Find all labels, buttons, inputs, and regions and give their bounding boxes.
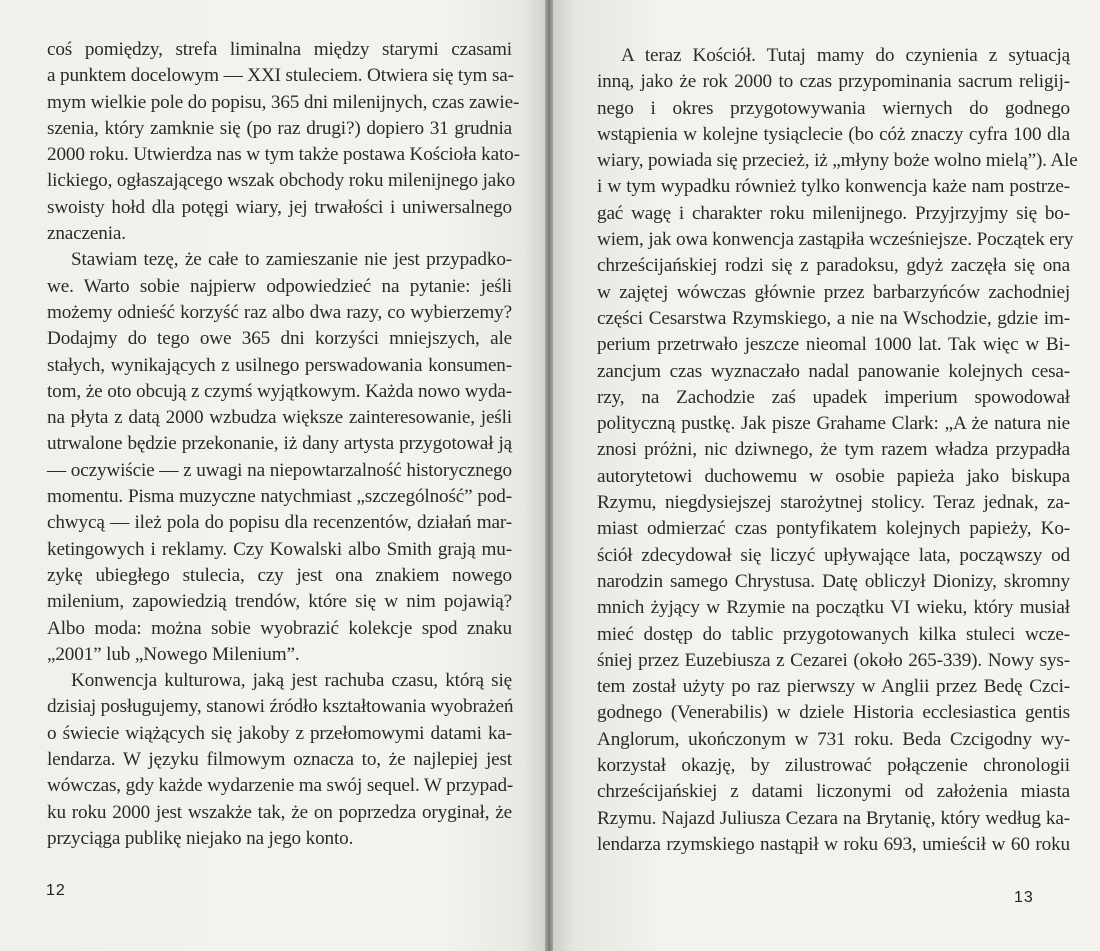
text-line: A teraz Kościół. Tutaj mamy do czynienia z sytuacją (621, 45, 1070, 66)
text-line: mym wielkie pole do popisu, 365 dni milenijnych, czas zawie- (47, 91, 520, 113)
text-line: wiary, powiada się przecież, iż „młyny boże wolno mielą”). Ale (597, 150, 1078, 172)
text-line: Rzymu. Najazd Juliusza Cezara na Brytanię, który według ka- (597, 807, 1070, 829)
text-line: części Cesarstwa Rzymskiego, a nie na Wschodzie, gdzie im- (597, 307, 1070, 329)
text-line: na płyta z datą 2000 wzbudza większe zainteresowanie, jeśli (47, 407, 512, 429)
text-line: miast odmierzać czas pontyfikatem kolejnych papieży, Ko- (597, 518, 1070, 540)
text-line: chrześcijańskiej z datami liczonymi od założenia miasta (597, 781, 1070, 803)
text-line: korzystał okazję, by zilustrować połączenie chronologii (597, 755, 1070, 777)
book-gutter (545, 0, 553, 951)
text-line: Stawiam tezę, że całe to zamieszanie nie jest przypadko- (71, 249, 512, 271)
text-line: polityczną pustkę. Jak pisze Grahame Clark: „A że natura nie (597, 413, 1070, 435)
text-line: lickiego, ogłaszającego wszak obchody roku milenijnego jako (47, 170, 516, 192)
text-line: wstąpienia w kolejne tysiąclecie (bo cóż znaczy cyfra 100 dla (597, 123, 1070, 145)
text-line: lendarza. W języku filmowym oznacza to, że najlepiej jest (47, 749, 512, 771)
text-line: we. Warto sobie najpierw odpowiedzieć na pytanie: jeśli (47, 275, 512, 297)
text-line: narodzin samego Chrystusa. Datę obliczył Dionizy, skromny (597, 570, 1070, 592)
text-line: wówczas, gdy każde wydarzenie ma swój sequel. W przypad- (47, 775, 514, 797)
text-line: milenium, zapowiedzią trendów, które się w nim pojawią? (47, 591, 512, 613)
text-line: o świecie wiążących się jakoby z przełomowymi datami ka- (47, 722, 512, 744)
page-number: 12 (46, 882, 66, 899)
left-page (0, 0, 545, 951)
right-page (553, 0, 1100, 951)
text-line: zykę ubiegłego stulecia, czy jest ona znakiem nowego (47, 564, 512, 586)
text-line: inną, jako że rok 2000 to czas przypominania sacrum religij- (597, 71, 1070, 93)
text-line: momentu. Pisma muzyczne natychmiast „szczególność” pod- (47, 486, 512, 508)
text-line: — oczywiście — z uwagi na niepowtarzalność historycznego (47, 459, 512, 481)
page-number: 13 (1014, 889, 1034, 906)
text-line: możemy odnieść korzyść raz albo dwa razy, co wybierzemy? (47, 301, 512, 323)
text-line: tom, że oto obcują z czymś wyjątkowym. Każda nowo wyda- (47, 380, 512, 402)
text-line: ściół zdecydował się liczyć upływające lata, począwszy od (597, 544, 1070, 566)
text-line: chrześcijańskiej rodzi się z paradoksu, gdyż zaczęła się ona (597, 255, 1070, 277)
text-line: ku roku 2000 jest wszakże tak, że on poprzedza oryginał, że (47, 801, 512, 823)
right-page-text (597, 43, 1078, 858)
left-page-text (47, 37, 520, 852)
text-line: lendarza rzymskiego nastąpił w roku 693, umieścił w 60 roku (597, 833, 1070, 855)
text-line: Rzymu, niegdysiejszej starożytnej stolicy. Teraz jednak, za- (597, 492, 1070, 514)
text-line: chwycą — ileż pola do popisu dla recenzentów, działań mar- (47, 512, 512, 534)
text-line: ketingowych i reklamy. Czy Kowalski albo Smith grają mu- (47, 538, 512, 560)
text-line: coś pomiędzy, strefa liminalna między starymi czasami (47, 39, 512, 60)
text-line: znosi próżni, nic dziwnego, że tym razem władza przypadła (597, 439, 1070, 461)
text-line: a punktem docelowym — XXI stuleciem. Otwiera się tym sa- (47, 65, 514, 87)
text-line: szenia, który zamknie się (po raz drugi?) dopiero 31 grudnia (47, 117, 512, 139)
text-line: utrwalone będzie przekonanie, iż dany artysta przygotował ją (47, 433, 512, 455)
text-line: w zajętej wówczas głównie przez barbarzyńców zachodniej (597, 281, 1070, 303)
text-line: tem został użyty po raz pierwszy w Anglii przez Bedę Czci- (597, 676, 1070, 698)
text-line: nego i okres przygotowywania wiernych do godnego (597, 97, 1070, 119)
text-line: i w tym wypadku również tylko konwencja każe nam postrze- (597, 176, 1070, 198)
text-line: mnich żyjący w Rzymie na początku VI wieku, który musiał (597, 597, 1070, 619)
text-line: „2001” lub „Nowego Milenium”. (47, 643, 300, 665)
text-line: dzisiaj posługujemy, stanowi źródło kształtowania wyobrażeń (47, 696, 514, 718)
text-line: perium przetrwało jeszcze nieomal 1000 lat. Tak więc w Bi- (597, 334, 1070, 356)
text-line: znaczenia. (47, 223, 126, 245)
text-line: zancjum czas wyznaczało nadal panowanie kolejnych cesa- (597, 360, 1070, 382)
text-line: godnego (Venerabilis) w dziele Historia ecclesiastica gentis (597, 702, 1070, 724)
text-line: 2000 roku. Utwierdza nas w tym także postawa Kościoła kato- (47, 144, 520, 166)
text-line: gać wagę i charakter roku milenijnego. Przyjrzyjmy się bo- (597, 202, 1070, 224)
text-line: mieć dostęp do tablic przygotowanych kilka stuleci wcze- (597, 623, 1070, 645)
text-line: Albo moda: można sobie wyobrazić kolekcje spod znaku (47, 617, 512, 639)
text-line: stałych, wynikających z usilnego perswadowania konsumen- (47, 354, 512, 376)
text-line: swoisty hołd dla potęgi wiary, jej trwałości i uniwersalnego (47, 196, 512, 218)
text-line: autorytetowi duchowemu w osobie papieża jako biskupa (597, 465, 1070, 487)
text-line: Dodajmy do tego owe 365 dni korzyści mniejszych, ale (47, 328, 512, 350)
text-line: Anglorum, ukończonym w 731 roku. Beda Czcigodny wy- (597, 728, 1070, 750)
text-line: rzy, na Zachodzie zaś upadek imperium spowodował (597, 386, 1070, 408)
text-line: Konwencja kulturowa, jaką jest rachuba czasu, którą się (71, 670, 512, 692)
text-line: wiem, jak owa konwencja zastąpiła wcześniejsze. Początek ery (597, 229, 1074, 251)
text-line: śniej przez Euzebiusza z Cezarei (około 265-339). Nowy sys- (597, 649, 1070, 671)
text-line: przyciąga publikę niejako na jego konto. (47, 827, 354, 849)
